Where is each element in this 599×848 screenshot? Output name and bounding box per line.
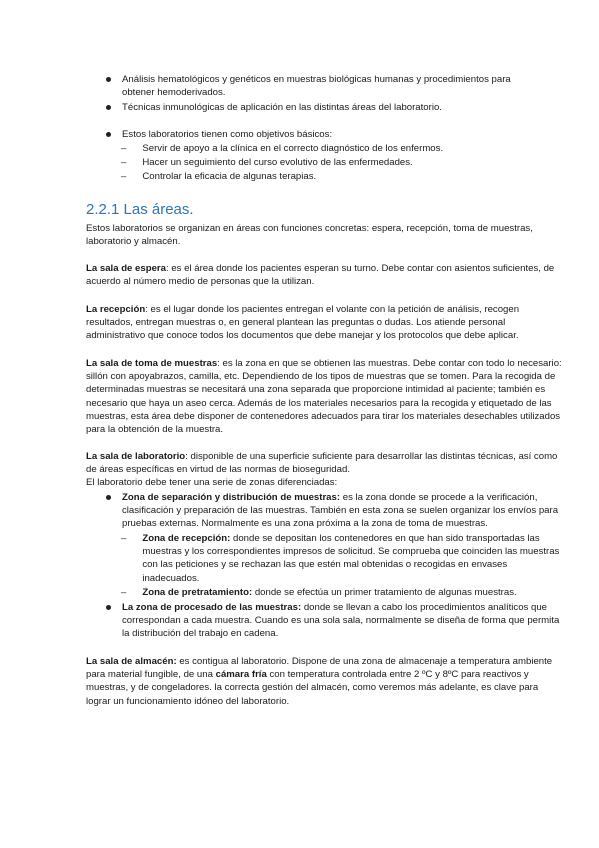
list-item [106,101,546,114]
bullet-icon [106,77,111,82]
list-item: La zona de procesado de las muestras: donde se llevan a cabo los procedimientos analíticos que correspondan a cada muestra. Cuando es una sola sala, normalmente se diseña de forma que permita la distribución del trabajo en cadena. [106,601,564,641]
term: Zona de recepción: [142,533,231,544]
list-item [106,128,546,141]
objectives-lead: Estos laboratorios tienen como objetivos básicos: [122,129,333,140]
list-item: – Controlar la eficacia de algunas terapias. [121,171,317,182]
objective-item: Hacer un seguimiento del curso evolutivo de las enfermedades. [142,157,413,168]
bullet-icon [106,132,111,137]
list-item: – Zona de recepción: donde se depositan los contenedores en que han sido transportadas las muestras y los correspondientes impresos de solicitud. Se comprueba que coinciden las muestras con las peticiones y se rechazan las que estén mal obtenidas o recogidas en envases inadecuados. [121,533,560,584]
term: Zona de separación y distribución de muestras: [122,492,341,503]
list-item-text: Técnicas inmunológicas de aplicación en las distintas áreas del laboratorio. [122,102,442,113]
objective-item: Servir de apoyo a la clínica en el correcto diagnóstico de los enfermos. [142,143,444,154]
objective-item: Controlar la eficacia de algunas terapias. [142,171,317,182]
paragraph-recepcion: La recepción: es el lugar donde los pacientes entregan el volante con la petición de análisis, recogen resultados, entregan muestras o, en general plantean las preguntas o dudas. Los atiende personal administrativo que conoce todos los documentos que debe manejar y los protocolos que debe aplicar. [86,304,520,342]
term: La sala de almacén: [86,656,177,667]
list-item: – Hacer un seguimiento del curso evolutivo de las enfermedades. [121,157,413,168]
list-item: – Zona de pretratamiento: donde se efectúa un primer tratamiento de algunas muestras. [121,587,517,598]
bullet-icon [106,605,111,610]
term: La sala de laboratorio [86,451,186,462]
list-item-text: Análisis hematológicos y genéticos en muestras biológicas humanas y procedimientos para obtener hemoderivados. [122,74,511,99]
term: La zona de procesado de las muestras: [122,602,302,613]
term: Zona de pretratamiento: [142,587,253,598]
list-item: Zona de separación y distribución de muestras: es la zona donde se procede a la verificación, clasificación y preparación de las muestras. También en esta zona se suelen organizar los envíos para pruebas externas. Normalmente es una zona próxima a la zona de toma de muestras. [106,491,564,531]
term: La recepción [86,304,146,315]
paragraph-almacen: La sala de almacén: es contigua al laboratorio. Dispone de una zona de almacenaje a temperatura ambiente para material fungible, de una cámara fría con temperatura controlada entre 2 ºC y 8ºC para reactivos y muestras, y de congeladores. la correcta gestión del almacén, como veremos más adelante, es clave para lograr un funcionamiento idóneo del laboratorio. [86,656,553,707]
paragraph-laboratorio: La sala de laboratorio: disponible de una superficie suficiente para desarrollar las distintas técnicas, así como de áreas específicas en virtud de las normas de bioseguridad. El laboratorio debe tener una serie de zonas diferenciadas: [86,451,558,489]
list-item: – Servir de apoyo a la clínica en el correcto diagnóstico de los enfermos. [121,143,444,154]
term: La sala de espera [86,263,166,274]
section-heading: 2.2.1 Las áreas. [86,201,194,218]
term: La sala de toma de muestras [86,358,218,369]
paragraph-toma-muestras: La sala de toma de muestras: es la zona en que se obtienen las muestras. Debe contar con todo lo necesario: sillón con apoyabrazos, camilla, etc. Dependiendo de los tipos de muestras que se tomen. Para la recogida de determinadas muestras se necesitará una zona separada que proporcione intimidad al paciente; también es necesario que haya un aseo cerca. Además de los materiales necesarios para la recogida y etiquetado de las muestras, esta área debe disponer de contenedores adecuados para tirar los materiales desechables utilizados para la obtención de la muestra. [86,358,562,436]
bullet-icon [106,105,111,110]
paragraph-sala-espera: La sala de espera: es el área donde los pacientes esperan su turno. Debe contar con asientos suficientes, de acuerdo al número medio de personas que la utilizan. [86,263,555,288]
list-item [106,73,546,99]
section-intro: Estos laboratorios se organizan en áreas con funciones concretas: espera, recepción, toma de muestras, laboratorio y almacén. [86,223,533,248]
bullet-icon [106,495,111,500]
